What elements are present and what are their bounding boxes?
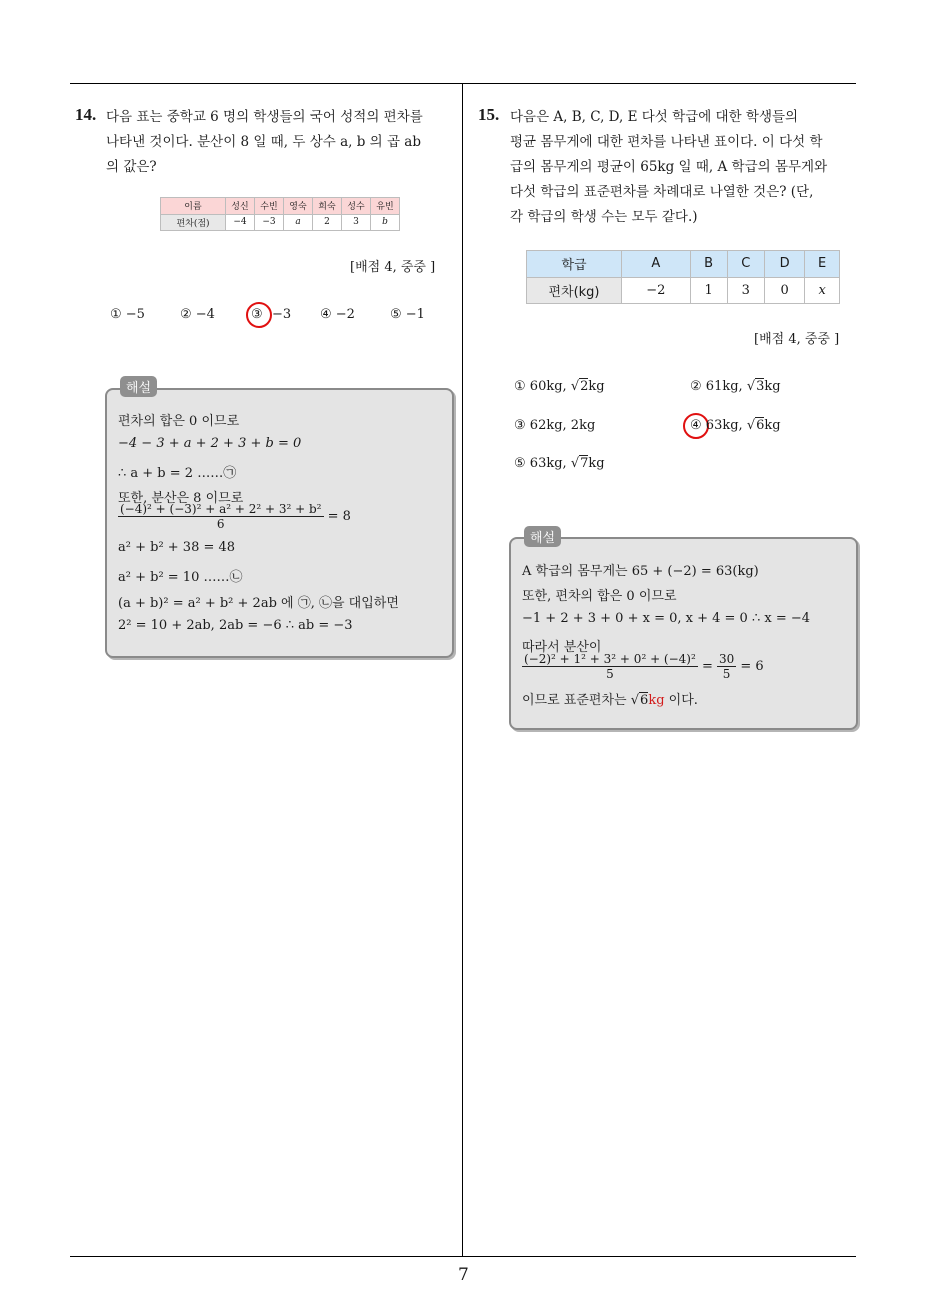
q14-sol-frac [118,502,324,531]
q14-sol-line: a² + b² + 38 = 48 [118,540,236,555]
q14-number: 14. [75,105,97,124]
q14-table-value: a [284,214,313,231]
q15-sol-frac [522,652,698,681]
q14-choice-2[interactable]: ② −4 [180,307,215,322]
q14-sol-line: (a + b)² = a² + b² + 2ab 에 ㉠, ㉡을 대입하면 [118,596,399,611]
q15-choice-text: 63kg, [529,456,571,471]
q14-table-value: b [371,214,400,231]
q15-text-line: 다음은 A, B, C, D, E 다섯 학급에 대한 학생들의 [510,109,799,125]
q15-table-value: 3 [727,277,764,304]
q15-choice-unit: kg [588,456,605,471]
q15-sol-final: 이므로 표준편차는 √6kg 이다. [522,693,698,708]
q15-sol-frac-rhs: = 6 [740,659,764,674]
q14-choice-5[interactable]: ⑤ −1 [390,307,425,322]
q14-table-header-label: 이름 [161,198,226,215]
q15-sol-final-text: 이므로 표준편차는 [522,693,631,708]
q15-table-value: 1 [690,277,727,304]
top-rule [70,83,856,84]
q14-sol-frac-den: 6 [216,517,225,531]
q15-text [510,105,860,230]
q14-table-value: 3 [342,214,371,231]
q15-choice-unit: kg [764,418,781,433]
q14-table-row-label: 편차(점) [161,214,226,231]
q14-table-name: 희숙 [313,198,342,215]
q14-sol-frac-rhs: = 8 [327,509,351,524]
q15-number: 15. [478,105,500,124]
q15-sol-line: 또한, 편차의 합은 0 이므로 [522,589,677,604]
q14-choice-4[interactable]: ④ −2 [320,307,355,322]
q14-table-name: 유빈 [371,198,400,215]
q15-sol-final-unit: kg [648,693,665,708]
q15-sol-frac-num: (−2)² + 1² + 3² + 0² + (−4)² [524,652,696,666]
q15-choice-5[interactable]: ⑤ 63kg, √7kg [514,456,605,471]
q15-choice-mark: ② [690,379,702,394]
q15-table-class: C [727,251,764,278]
q14-sol-line: 또한, 분산은 8 이므로 [118,491,244,506]
q14-score: [배점 4, 중중 ] [350,260,436,275]
q15-sol-frac-den: 5 [606,667,614,681]
q15-sol-frac2-den: 5 [722,667,731,681]
q15-table-row-label: 편차(kg) [527,277,622,304]
q15-choice-root: 6 [756,418,765,433]
q15-sol-line: −1 + 2 + 3 + 0 + x = 0, x + 4 = 0 ∴ x = −4 [522,611,811,626]
q15-choice-unit: kg [764,379,781,394]
q15-text-line: 각 학급의 학생 수는 모두 같다.) [510,209,698,225]
page-number: 7 [458,1265,469,1285]
q15-text-line: 평균 몸무게에 대한 편차를 나타낸 표이다. 이 다섯 학 [510,134,823,150]
q15-table [526,250,840,304]
q15-sol-frac2-num: 30 [718,652,735,666]
q15-solution-tag: 해설 [524,526,561,547]
q14-solution-tag: 해설 [120,376,157,397]
q14-choice-3-mark[interactable]: ③ [251,307,263,322]
q15-sol-equals: = [701,659,713,674]
q15-choice-unit: kg [588,379,605,394]
q15-choice-2[interactable]: ② 61kg, √3kg [690,379,781,394]
q15-score: [배점 4, 중중 ] [754,332,840,347]
q14-table-name: 성수 [342,198,371,215]
q14-answer-circle [246,302,272,328]
q15-choice-root: 7 [580,456,589,471]
q14-sol-line: −4 − 3 + a + 2 + 3 + b = 0 [118,436,302,451]
q14-sol-line: 2² = 10 + 2ab, 2ab = −6 ∴ ab = −3 [118,618,353,633]
q15-choice-text: 63kg, [705,418,747,433]
q15-table-header-label: 학급 [527,251,622,278]
q15-sol-line: A 학급의 몸무게는 65 + (−2) = 63(kg) [522,564,759,579]
q15-table-value: x [805,277,840,304]
q15-table-class: B [690,251,727,278]
q14-table-name: 영숙 [284,198,313,215]
q14-text [106,105,456,180]
q14-sol-line: ∴ a + b = 2 ……㉠ [118,466,237,481]
q15-choice-mark: ⑤ [514,456,526,471]
q14-text-line: 나타낸 것이다. 분산이 8 일 때, 두 상수 a, b 의 곱 ab [106,134,421,150]
column-divider [462,83,463,1257]
q15-choice-root: 2 [580,379,589,394]
q15-choice-4[interactable]: ④ 63kg, √6kg [690,418,781,433]
q15-table-value: −2 [622,277,691,304]
q14-table-value: 2 [313,214,342,231]
q15-choice-mark: ① [514,379,526,394]
q15-text-line: 급의 몸무게의 평균이 65kg 일 때, A 학급의 몸무게와 [510,159,828,175]
q14-sol-frac-num: (−4)² + (−3)² + a² + 2² + 3² + b² [120,502,322,516]
q15-sol-fraction [522,652,764,681]
q14-text-line: 다음 표는 중학교 6 명의 학생들의 국어 성적의 편차를 [106,109,423,125]
q14-choice-1[interactable]: ① −5 [110,307,145,322]
q14-table-name: 성신 [226,198,255,215]
q15-choice-mark: ④ [690,418,702,433]
q14-table-name: 수빈 [255,198,284,215]
q15-table-class: D [764,251,804,278]
q15-table-value: 0 [764,277,804,304]
q14-table [160,197,400,231]
q14-choice-3-value[interactable]: −3 [272,307,292,322]
q15-choice-text: 62kg, 2kg [529,418,596,433]
q14-sol-line: 편차의 합은 0 이므로 [118,414,240,429]
q15-sol-line: 따라서 분산이 [522,640,602,655]
q15-text-line: 다섯 학급의 표준편차를 차례대로 나열한 것은? (단, [510,184,814,200]
q14-sol-line: a² + b² = 10 ……㉡ [118,570,243,585]
q15-sol-frac2 [717,652,736,681]
q14-sol-fraction [118,502,351,531]
q15-sol-final-text: 이다. [664,693,698,708]
q14-table-value: −3 [255,214,284,231]
q15-choice-root: 3 [756,379,765,394]
q15-choice-text: 60kg, [529,379,571,394]
q14-table-value: −4 [226,214,255,231]
q14-text-line: 의 값은? [106,159,157,175]
q15-choice-mark: ③ [514,418,526,433]
q15-choice-text: 61kg, [705,379,747,394]
q15-choice-3[interactable] [514,418,595,433]
q15-sol-final-root: 6 [640,693,649,708]
bottom-rule [70,1256,856,1257]
q15-choice-1[interactable]: ① 60kg, √2kg [514,379,605,394]
q15-table-class: A [622,251,691,278]
q15-table-class: E [805,251,840,278]
